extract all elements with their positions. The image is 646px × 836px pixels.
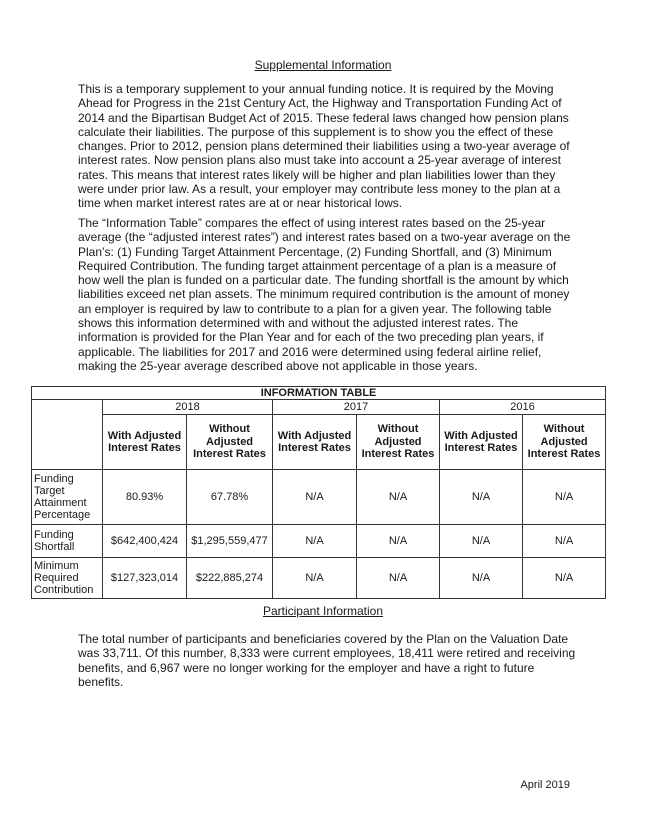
table-cell: N/A [440, 558, 523, 599]
information-table [31, 386, 606, 599]
row-label: Minimum Required Contribution [32, 558, 103, 599]
table-cell: N/A [357, 558, 440, 599]
row-label: Funding Target Attainment Percentage [32, 470, 103, 525]
information-table-title: INFORMATION TABLE [32, 387, 606, 400]
supplemental-information-heading: Supplemental Information [254, 58, 392, 72]
column-header-without-adjusted: Without Adjusted Interest Rates [357, 415, 440, 470]
column-header-with-adjusted: With Adjusted Interest Rates [273, 415, 357, 470]
table-cell: N/A [440, 470, 523, 525]
table-cell: N/A [523, 470, 606, 525]
participant-information-paragraph: The total number of participants and beneficiaries covered by the Plan on the Valuation Date was 33,711. Of this number, 8,333 were current employees, 18,411 were retired and receiving benefits, and 6,967 were no longer working for the employer and have a right to future benefits. [78, 632, 576, 689]
year-header-2016: 2016 [440, 400, 606, 415]
footer-date: April 2019 [520, 779, 570, 791]
table-row-minimum-required-contribution [32, 558, 606, 599]
table-cell: 67.78% [187, 470, 273, 525]
table-cell: N/A [273, 525, 357, 558]
year-header-2017: 2017 [273, 400, 440, 415]
table-cell: N/A [273, 470, 357, 525]
row-label: Funding Shortfall [32, 525, 103, 558]
table-cell: $1,295,559,477 [187, 525, 273, 558]
table-cell: N/A [440, 525, 523, 558]
table-cell: N/A [273, 558, 357, 599]
table-cell: N/A [357, 525, 440, 558]
table-cell: N/A [523, 525, 606, 558]
table-cell: $222,885,274 [187, 558, 273, 599]
table-cell: N/A [357, 470, 440, 525]
column-header-with-adjusted: With Adjusted Interest Rates [103, 415, 187, 470]
table-cell: $127,323,014 [103, 558, 187, 599]
supplement-intro-paragraph: This is a temporary supplement to your annual funding notice. It is required by the Moving Ahead for Progress in the 21st Century Act, the Highway and Transportation Funding Act of 2014 and the Bipartisan Budget Act of 2015. These federal laws changed how pension plans calculate their liabilities. The purpose of this supplement is to show you the effect of these changes. Prior to 2012, pension plans determined their liabilities using a two-year average of interest rates. Now pension plans also must take into account a 25-year average of interest rates. This means that interest rates likely will be higher and plan liabilities lower than they were under prior law. As a result, your employer may contribute less money to the plan at a time when market interest rates are at or near historical lows. [78, 82, 570, 211]
column-header-without-adjusted: Without Adjusted Interest Rates [187, 415, 273, 470]
information-table-explanation-paragraph: The “Information Table” compares the effect of using interest rates based on the 25-year average (the “adjusted interest rates”) and interest rates based on a two-year average on the Plan’s: (1) Funding Target Attainment Percentage, (2) Funding Shortfall, and (3) Minimum Required Contribution. The funding target attainment percentage of a plan is a measure of how well the plan is funded on a particular date. The funding shortfall is the amount by which liabilities exceed net plan assets. The minimum required contribution is the amount of money an employer is required by law to contribute to a plan for a given year. The following table shows this information determined with and without the adjusted interest rates. The information is provided for the Plan Year and for each of the two preceding plan years, if applicable. The liabilities for 2017 and 2016 were determined using federal airline relief, making the 25-year average described above not applicable in those years. [78, 216, 571, 373]
table-cell: $642,400,424 [103, 525, 187, 558]
table-corner-cell [32, 400, 103, 470]
table-cell: 80.93% [103, 470, 187, 525]
table-row-funding-target-attainment [32, 470, 606, 525]
table-cell: N/A [523, 558, 606, 599]
year-header-2018: 2018 [103, 400, 273, 415]
participant-information-heading: Participant Information [262, 604, 384, 618]
column-header-without-adjusted: Without Adjusted Interest Rates [523, 415, 606, 470]
table-row-funding-shortfall [32, 525, 606, 558]
column-header-with-adjusted: With Adjusted Interest Rates [440, 415, 523, 470]
